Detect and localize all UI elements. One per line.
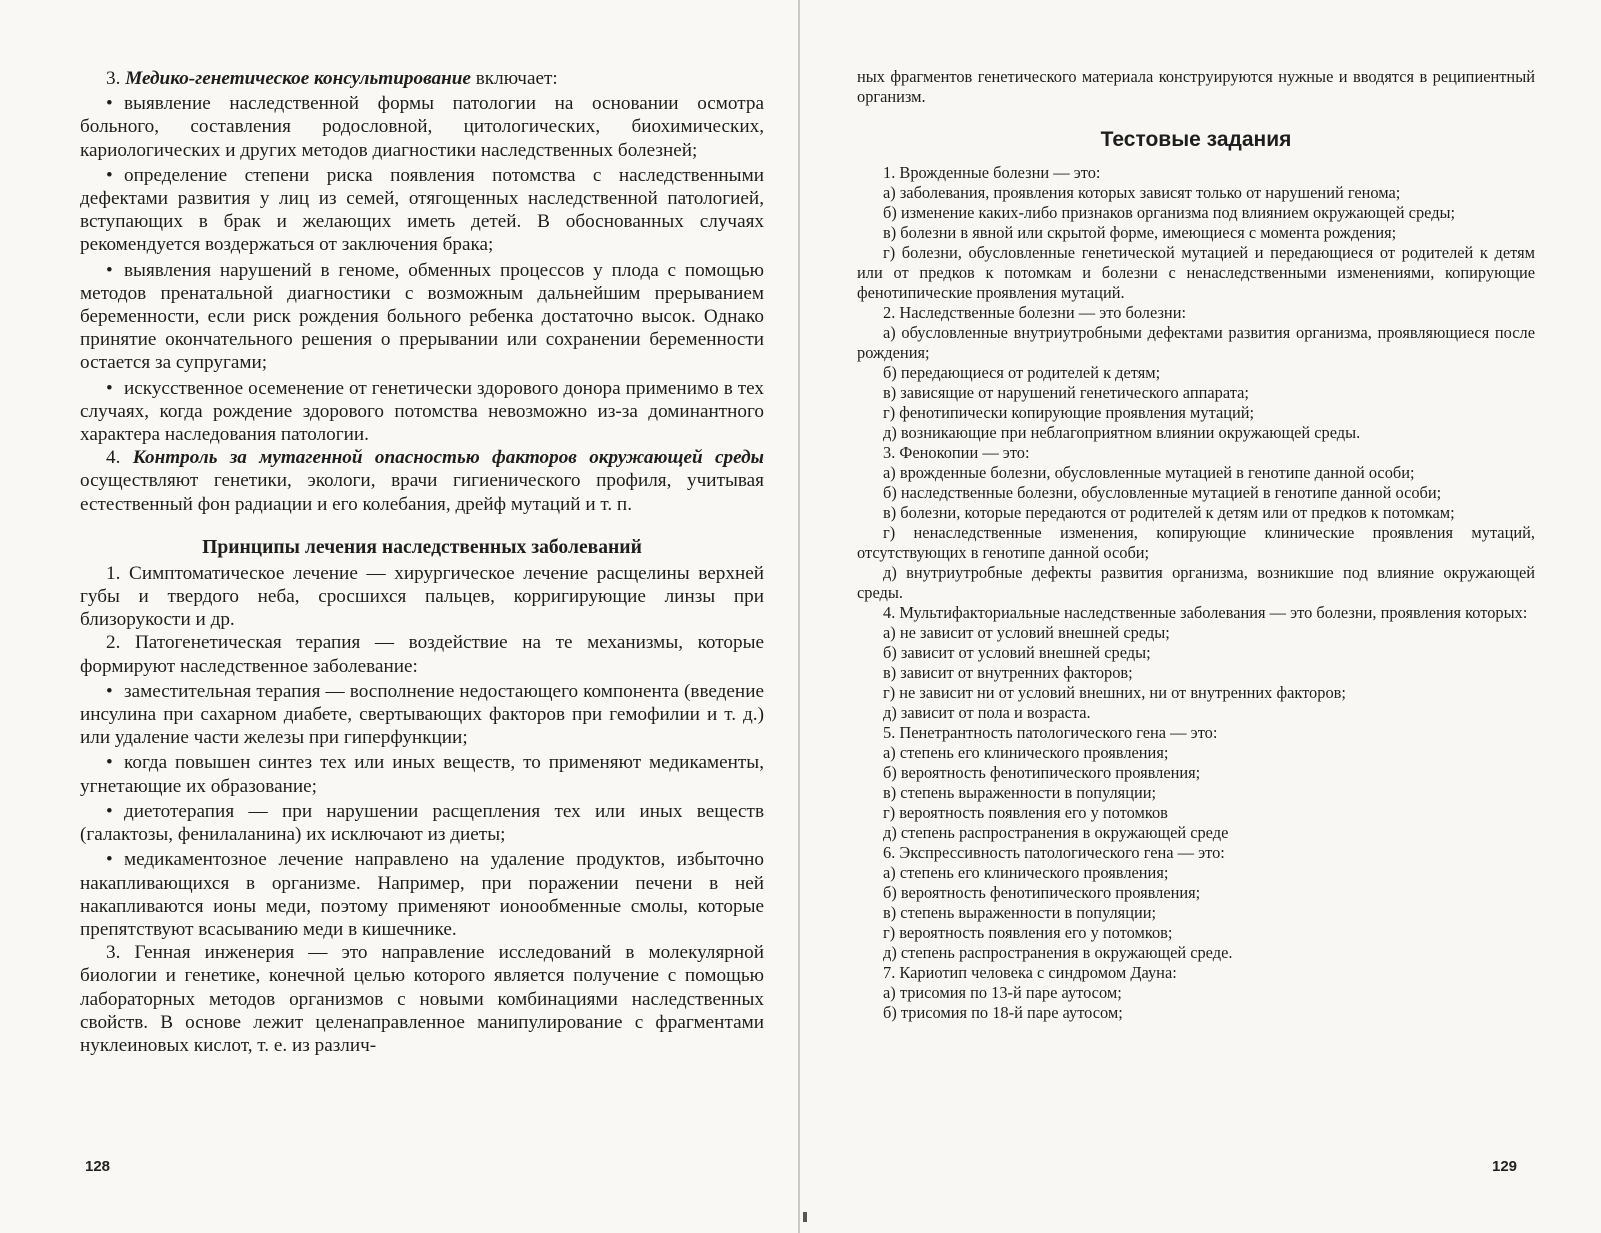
answer-option: д) степень распространения в окружающей среде. xyxy=(883,943,1233,962)
answer-option: д) внутриутробные дефекты развития организма, возникшие под влияние окружающей среды. xyxy=(857,563,1535,602)
numbered-paragraph xyxy=(80,67,764,90)
answer-option: б) наследственные болезни, обусловленные мутацией в генотипе данной особи; xyxy=(883,483,1442,502)
bullet-text: медикаментозное лечение направлено на удаление продуктов, избыточно накапливающихся в организме. Например, при поражении печени в ней накапливаются ионы меди, поэтому применяют ионообменные смолы, которые препятствуют всасыванию меди в кишечнике. xyxy=(80,849,764,940)
paragraph-text: Симптоматическое лечение — хирургическое лечение расщелины верхней губы и твердого неба, сросшихся пальцев, корригирующие линзы при близорукости и др. xyxy=(80,562,764,631)
answer-option: в) болезни в явной или скрытой форме, имеющиеся с момента рождения; xyxy=(883,223,1397,242)
bullet-icon: • xyxy=(106,259,113,281)
answer-option: г) вероятность появления его у потомков; xyxy=(883,923,1173,942)
bullet-icon: • xyxy=(106,752,113,774)
answer-option: д) возникающие при неблагоприятном влиянии окружающей среды. xyxy=(883,423,1361,442)
answer-option: в) зависящие от нарушений генетического аппарата; xyxy=(883,383,1249,402)
answer-option: а) врожденные болезни, обусловленные мутацией в генотипе данной особи; xyxy=(883,463,1415,482)
page-number-right: 129 xyxy=(1492,1158,1518,1175)
bullet-text: когда повышен синтез тех или иных веществ, то применяют медикаменты, угнетающие их образование; xyxy=(80,752,764,797)
bullet-icon: • xyxy=(106,800,113,822)
bullet-icon: • xyxy=(106,164,113,186)
answer-option: б) вероятность фенотипического проявления; xyxy=(883,883,1201,902)
bullet-item xyxy=(80,848,764,941)
test-question: 7. Кариотип человека с синдромом Дауна: xyxy=(883,963,1177,982)
numbered-paragraph xyxy=(80,562,764,632)
test-question: 4. Мультифакториальные наследственные заболевания — это болезни, проявления которых: xyxy=(883,603,1528,622)
answer-option: б) зависит от условий внешней среды; xyxy=(883,643,1151,662)
answer-option: г) болезни, обусловленные генетической мутацией и передающиеся от родителей к детям или от предков к потомкам и болезни с ненаследственными изменениями, копирующие фенотипические проявления мутаций. xyxy=(857,243,1535,302)
answer-option: г) ненаследственные изменения, копирующие клинические проявления мутаций, отсутствующих в генотипе данной особи; xyxy=(857,523,1535,562)
bullet-text: искусственное осеменение от генетически здорового донора применимо в тех случаях, когда рождение здорового потомства невозможно из-за доминантного характера наследования патологии. xyxy=(80,377,764,446)
test-question: 1. Врожденные болезни — это: xyxy=(883,163,1101,182)
right-page-text xyxy=(857,67,1535,1023)
left-page-text xyxy=(80,67,764,1057)
answer-option: д) степень распространения в окружающей среде xyxy=(883,823,1229,842)
bullet-text: заместительная терапия — восполнение недостающего компонента (введение инсулина при сахарном диабете, свертывающих факторов при гемофилии и т. д.) или удаление части железы при гиперфункции; xyxy=(80,680,764,749)
answer-option: а) степень его клинического проявления; xyxy=(883,743,1169,762)
answer-option: б) передающиеся от родителей к детям; xyxy=(883,363,1161,382)
emphasized-term: Медико-генетическое консультирование xyxy=(125,68,471,89)
answer-option: в) степень выраженности в популяции; xyxy=(883,903,1157,922)
paragraph-text: осуществляют генетики, экологи, врачи гигиенического профиля, учитывая естественный фон радиации и его колебания, дрейф мутаций и т. п. xyxy=(80,470,764,515)
test-questions xyxy=(857,163,1535,1023)
answer-option: а) степень его клинического проявления; xyxy=(883,863,1169,882)
section-heading-tests: Тестовые задания xyxy=(1100,128,1292,151)
bullet-icon: • xyxy=(106,680,113,702)
answer-option: а) не зависит от условий внешней среды; xyxy=(883,623,1170,642)
answer-option: г) вероятность появления его у потомков xyxy=(883,803,1168,822)
answer-option: в) степень выраженности в популяции; xyxy=(883,783,1157,802)
paragraph-number: 3. xyxy=(106,942,121,964)
paragraph-text: Патогенетическая терапия — воздействие на те механизмы, которые формируют наследственное заболевание: xyxy=(80,632,764,677)
bullet-item xyxy=(80,92,764,162)
answer-option: г) фенотипически копирующие проявления мутаций; xyxy=(883,403,1255,422)
bullet-text: диетотерапия — при нарушении расщепления тех или иных веществ (галактозы, фенилаланина) их исключают из диеты; xyxy=(80,800,764,846)
bullet-text: выявления нарушений в геноме, обменных процессов у плода с помощью методов пренатальной диагностики с возможным дальнейшим прерыванием беременности, если риск рождения больного ребенка достаточно высок. Однако принятие окончательного решения о прерывании или сохранении беременности остается за супругами; xyxy=(80,259,764,374)
paragraph-number: 1. xyxy=(106,562,121,584)
bullet-item xyxy=(80,751,764,797)
bullet-item xyxy=(80,680,764,750)
test-question: 2. Наследственные болезни — это болезни: xyxy=(883,303,1187,322)
test-question: 5. Пенетрантность патологического гена — это: xyxy=(883,723,1218,742)
bullet-item xyxy=(80,377,764,447)
answer-option: б) вероятность фенотипического проявления; xyxy=(883,763,1201,782)
answer-option: а) обусловленные внутриутробными дефектами развития организма, проявляющиеся после рождения; xyxy=(857,323,1535,362)
numbered-paragraph xyxy=(80,631,764,677)
paragraph-text: Генная инженерия — это направление исследований в молекулярной биологии и генетике, конечной целью которого является получение с помощью лабораторных методов организмов с новыми комбинациями наследственных свойств. В основе лежит целенаправленное манипулирование с фрагментами нуклеиновых кислот, т. е. из различ- xyxy=(80,942,764,1056)
bullet-item xyxy=(80,259,764,375)
numbered-paragraph xyxy=(80,446,764,516)
bullet-text: определение степени риска появления потомства с наследственными дефектами развития у лиц из семей, отягощенных наследственной патологией, вступающих в брак и желающих иметь детей. В обоснованных случаях рекомендуется воздержаться от заключения брака; xyxy=(80,164,764,256)
answer-option: г) не зависит ни от условий внешних, ни от внутренних факторов; xyxy=(883,683,1346,702)
bullet-item xyxy=(80,800,764,846)
bullet-icon: • xyxy=(106,93,113,115)
bullet-icon: • xyxy=(106,849,113,871)
answer-option: д) зависит от пола и возраста. xyxy=(883,703,1091,722)
test-question: 3. Фенокопии — это: xyxy=(883,443,1030,462)
paragraph-number: 4. xyxy=(106,447,121,469)
bullet-icon: • xyxy=(106,377,113,399)
answer-option: в) зависит от внутренних факторов; xyxy=(883,663,1133,682)
answer-option: б) трисомия по 18-й паре аутосом; xyxy=(883,1003,1123,1022)
scan-mark xyxy=(803,1212,807,1222)
page-number-left: 128 xyxy=(85,1158,111,1175)
paragraph-number: 3. xyxy=(106,68,121,89)
answer-option: в) болезни, которые передаются от родителей к детям или от предков к потомкам; xyxy=(883,503,1455,522)
paragraph-text: включает: xyxy=(470,68,558,89)
answer-option: а) заболевания, проявления которых зависят только от нарушений генома; xyxy=(883,183,1401,202)
numbered-paragraph xyxy=(80,941,764,1057)
answer-option: а) трисомия по 13-й паре аутосом; xyxy=(883,983,1122,1002)
book-spine xyxy=(798,0,800,1233)
test-question: 6. Экспрессивность патологического гена — это: xyxy=(883,843,1225,862)
answer-option: б) изменение каких-либо признаков организма под влиянием окружающей среды; xyxy=(883,203,1456,222)
emphasized-term: Контроль за мутагенной опасностью факторов окружающей среды xyxy=(132,447,764,469)
paragraph-number: 2. xyxy=(106,632,121,654)
section-heading: Принципы лечения наследственных заболеваний xyxy=(202,536,642,558)
continuation-paragraph: ных фрагментов генетического материала конструируются нужные и вводятся в реципиентный организм. xyxy=(857,67,1535,106)
bullet-item xyxy=(80,164,764,257)
bullet-text: выявление наследственной формы патологии на основании осмотра больного, составления родословной, цитологических, биохимических, кариологических и других методов диагностики наследственных болезней; xyxy=(80,93,764,161)
